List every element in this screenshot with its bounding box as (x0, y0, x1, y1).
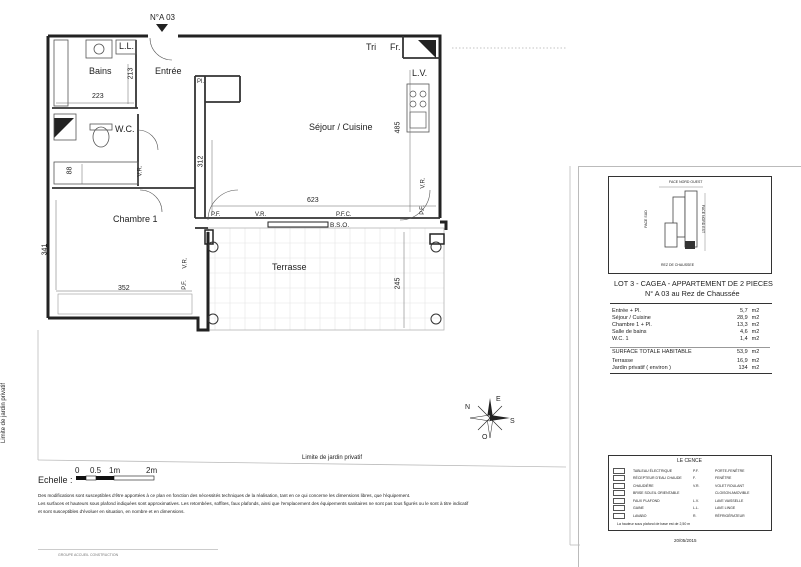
legend-left-label: BRISE SOLEIL ORIENTABLE (633, 491, 680, 496)
scale-tick-1m: 1m (109, 466, 121, 475)
surface-label: Chambre 1 + Pl. (612, 321, 652, 328)
footer-brand: GROUPE ACCUEIL CONSTRUCTION (58, 553, 119, 557)
legend-row (613, 497, 767, 505)
lot-title: LOT 3 - CAGEA - APPARTEMENT DE 2 PIECES (614, 279, 773, 288)
scale-bar (76, 476, 154, 480)
dimension-623: 623 (307, 197, 319, 204)
legend-swatch (613, 490, 625, 496)
extra-surface-row (610, 364, 770, 371)
legend-right-label: CLOISON AMOVIBLE (715, 491, 750, 496)
room-label-fr: Fr. (390, 42, 401, 52)
room-label-ll: L.L. (119, 41, 135, 51)
legend-swatch (613, 475, 625, 481)
room-label-entree: Entrée (155, 66, 182, 76)
surface-label: Entrée + Pl. (612, 307, 641, 314)
jardin-limit-horizontal: Limite de jardin privatif (302, 455, 363, 461)
surface-unit: m2 (751, 307, 760, 314)
jardin-limit-vertical: Limite de jardin privatif (1, 382, 8, 444)
dimension-341: 341 (41, 243, 49, 256)
legend-title: LE CENCE (677, 458, 703, 464)
legend-rows (613, 467, 767, 520)
legend-row (613, 505, 767, 513)
legend-code: L.V. (693, 498, 699, 503)
legend-code: F. (693, 476, 696, 481)
legend-swatch (613, 468, 625, 474)
panel-divider (578, 166, 579, 567)
scale-label: Echelle : (38, 475, 73, 485)
dimension-88: 88 (66, 166, 74, 175)
surfaces-table (610, 303, 772, 374)
mark-pf-3: P.F. (419, 205, 426, 215)
legend-code: V.R. (693, 483, 700, 488)
surface-value: 1,4 (740, 335, 748, 342)
scale-tick-2m: 2m (146, 466, 158, 475)
room-label-lv: L.V. (412, 68, 428, 78)
surface-total-value: 53,9 (736, 348, 748, 355)
extra-label: Jardin privatif ( environ ) (612, 364, 671, 371)
note-line-3: et sont susceptibles d'évoluer en situation, en nombre et en dimensions. (38, 509, 185, 514)
surface-total-label: SURFACE TOTALE HABITABLE (612, 348, 692, 355)
legend-swatch (613, 498, 625, 504)
room-label-terrasse: Terrasse (272, 262, 307, 272)
surface-unit: m2 (751, 328, 760, 335)
legend-row (613, 512, 767, 520)
mark-vr-4: V.R. (137, 165, 144, 177)
scale-tick-0: 0 (75, 466, 80, 475)
extra-surface-row (610, 357, 770, 364)
dimension-245: 245 (394, 277, 402, 290)
legend-code: R. (693, 513, 697, 518)
scale-tick-05: 0.5 (90, 466, 102, 475)
legend-right-label: FENÊTRE (715, 476, 732, 481)
compass-icon (470, 398, 510, 438)
room-label-wc: W.C. (115, 124, 135, 134)
panel-top-line (578, 166, 801, 167)
legend-left-label: FAUX PLAFOND (633, 498, 660, 503)
room-label-chambre: Chambre 1 (113, 214, 158, 224)
surface-row (610, 307, 770, 314)
surface-unit: m2 (751, 335, 760, 342)
compass-o: O (482, 434, 488, 441)
extra-unit: m2 (751, 364, 760, 371)
legend-left-label: CHAUDIÈRE (633, 483, 654, 488)
dimension-312: 312 (197, 155, 205, 168)
mark-bso: B.S.O. (330, 222, 350, 229)
legend-row (613, 467, 767, 475)
legend-code: P.F. (693, 468, 699, 473)
mark-vr-2: V.R. (420, 177, 427, 189)
room-label-sejour: Séjour / Cuisine (309, 122, 373, 132)
surface-value: 5,7 (740, 307, 748, 314)
keyplan-box (608, 176, 772, 274)
note-line-1: Des modifications sont susceptibles d'être apportées à ce plan en fonction des nécessités techniques de la réalisation, tant en ce qui concerne les dimensions libres, que l'équipement. (38, 493, 411, 498)
surface-label: Séjour / Cuisine (612, 314, 651, 321)
legend-swatch (613, 505, 625, 511)
legend-row (613, 482, 767, 490)
keyplan-bottom-label: REZ DE CHAUSSEE (661, 263, 695, 267)
apartment-tag: N°A 03 (150, 13, 175, 22)
legend-left-label: RÉCEPTEUR D'EAU CHAUDE (633, 476, 682, 481)
surface-value: 13,3 (736, 321, 748, 328)
surface-total-row (610, 348, 770, 356)
legend-right-label: LAVE VAISSELLE (715, 498, 744, 503)
surface-label: Salle de bains (612, 328, 647, 335)
legend-swatch (613, 483, 625, 489)
extra-value: 134 (738, 364, 748, 371)
apartment-title: N° A 03 au Rez de Chaussée (645, 289, 740, 298)
dimension-352: 352 (118, 285, 130, 292)
keyplan-right-label: FACE NORD EST (701, 204, 706, 234)
keyplan-left-label: FACE SUD (643, 210, 648, 228)
plan-date: 20/05/2015 (674, 538, 697, 543)
legend-code: L.L. (693, 506, 699, 511)
legend-right-label: RÉFRIGÉRATEUR (715, 513, 745, 518)
surface-row (610, 328, 770, 335)
mark-pf-2: P.F. (181, 280, 188, 290)
legend-note: La hauteur sous plafond de base est de 2,50 m (617, 522, 691, 526)
compass-n: N (465, 404, 471, 411)
surface-value: 4,6 (740, 328, 748, 335)
legend-left-label: GAINE (633, 506, 644, 511)
surface-total-unit: m2 (751, 348, 760, 355)
mark-vr-1: V.R. (255, 212, 267, 218)
disclaimer-notes (38, 492, 568, 516)
compass-s: S (510, 418, 515, 425)
legend-row (613, 475, 767, 483)
mark-pfc: P.F.C. (336, 212, 352, 218)
legend-right-label: PORTE-FENÊTRE (715, 468, 745, 473)
note-line-2: Les surfaces et hauteurs sous plafond indiquées sont approximatives. Les retombées, soffites, faux plafonds, ainsi que l'emplacement des équipements sanitaires ne sont pas tous figurés ou le sont à titre indicatif (38, 501, 469, 506)
keyplan-drawing (609, 177, 771, 273)
room-label-bains: Bains (89, 66, 112, 76)
extra-value: 16,9 (736, 357, 748, 364)
surface-unit: m2 (751, 314, 760, 321)
dimension-485: 485 (394, 121, 402, 134)
keyplan-top-label: FACE NORD OUEST (669, 180, 703, 184)
extra-unit: m2 (751, 357, 760, 364)
surface-label: W.C. 1 (612, 335, 629, 342)
legend-row (613, 490, 767, 498)
legend-left-label: TABLEAU ÉLECTRIQUE (633, 468, 673, 473)
legend-right-label: LAVE LINGE (715, 506, 736, 511)
legend-swatch (613, 513, 625, 519)
surface-row (610, 321, 770, 328)
legend-left-label: LAVABO (633, 513, 647, 518)
surface-unit: m2 (751, 321, 760, 328)
mark-vr-3: V.R. (182, 257, 189, 269)
legend-right-label: VOLET ROULANT (715, 483, 745, 488)
dimension-223: 223 (92, 93, 104, 100)
mark-pf-1: P.F. (211, 212, 221, 218)
surface-row (610, 335, 770, 342)
compass-e: E (496, 396, 501, 403)
room-label-pl: Pl. (197, 79, 205, 85)
legend-box (608, 455, 772, 531)
surface-value: 28,9 (736, 314, 748, 321)
dimension-213: 213 (127, 67, 135, 80)
room-label-tri: Tri (366, 42, 377, 52)
extra-label: Terrasse (612, 357, 634, 364)
surface-row (610, 314, 770, 321)
